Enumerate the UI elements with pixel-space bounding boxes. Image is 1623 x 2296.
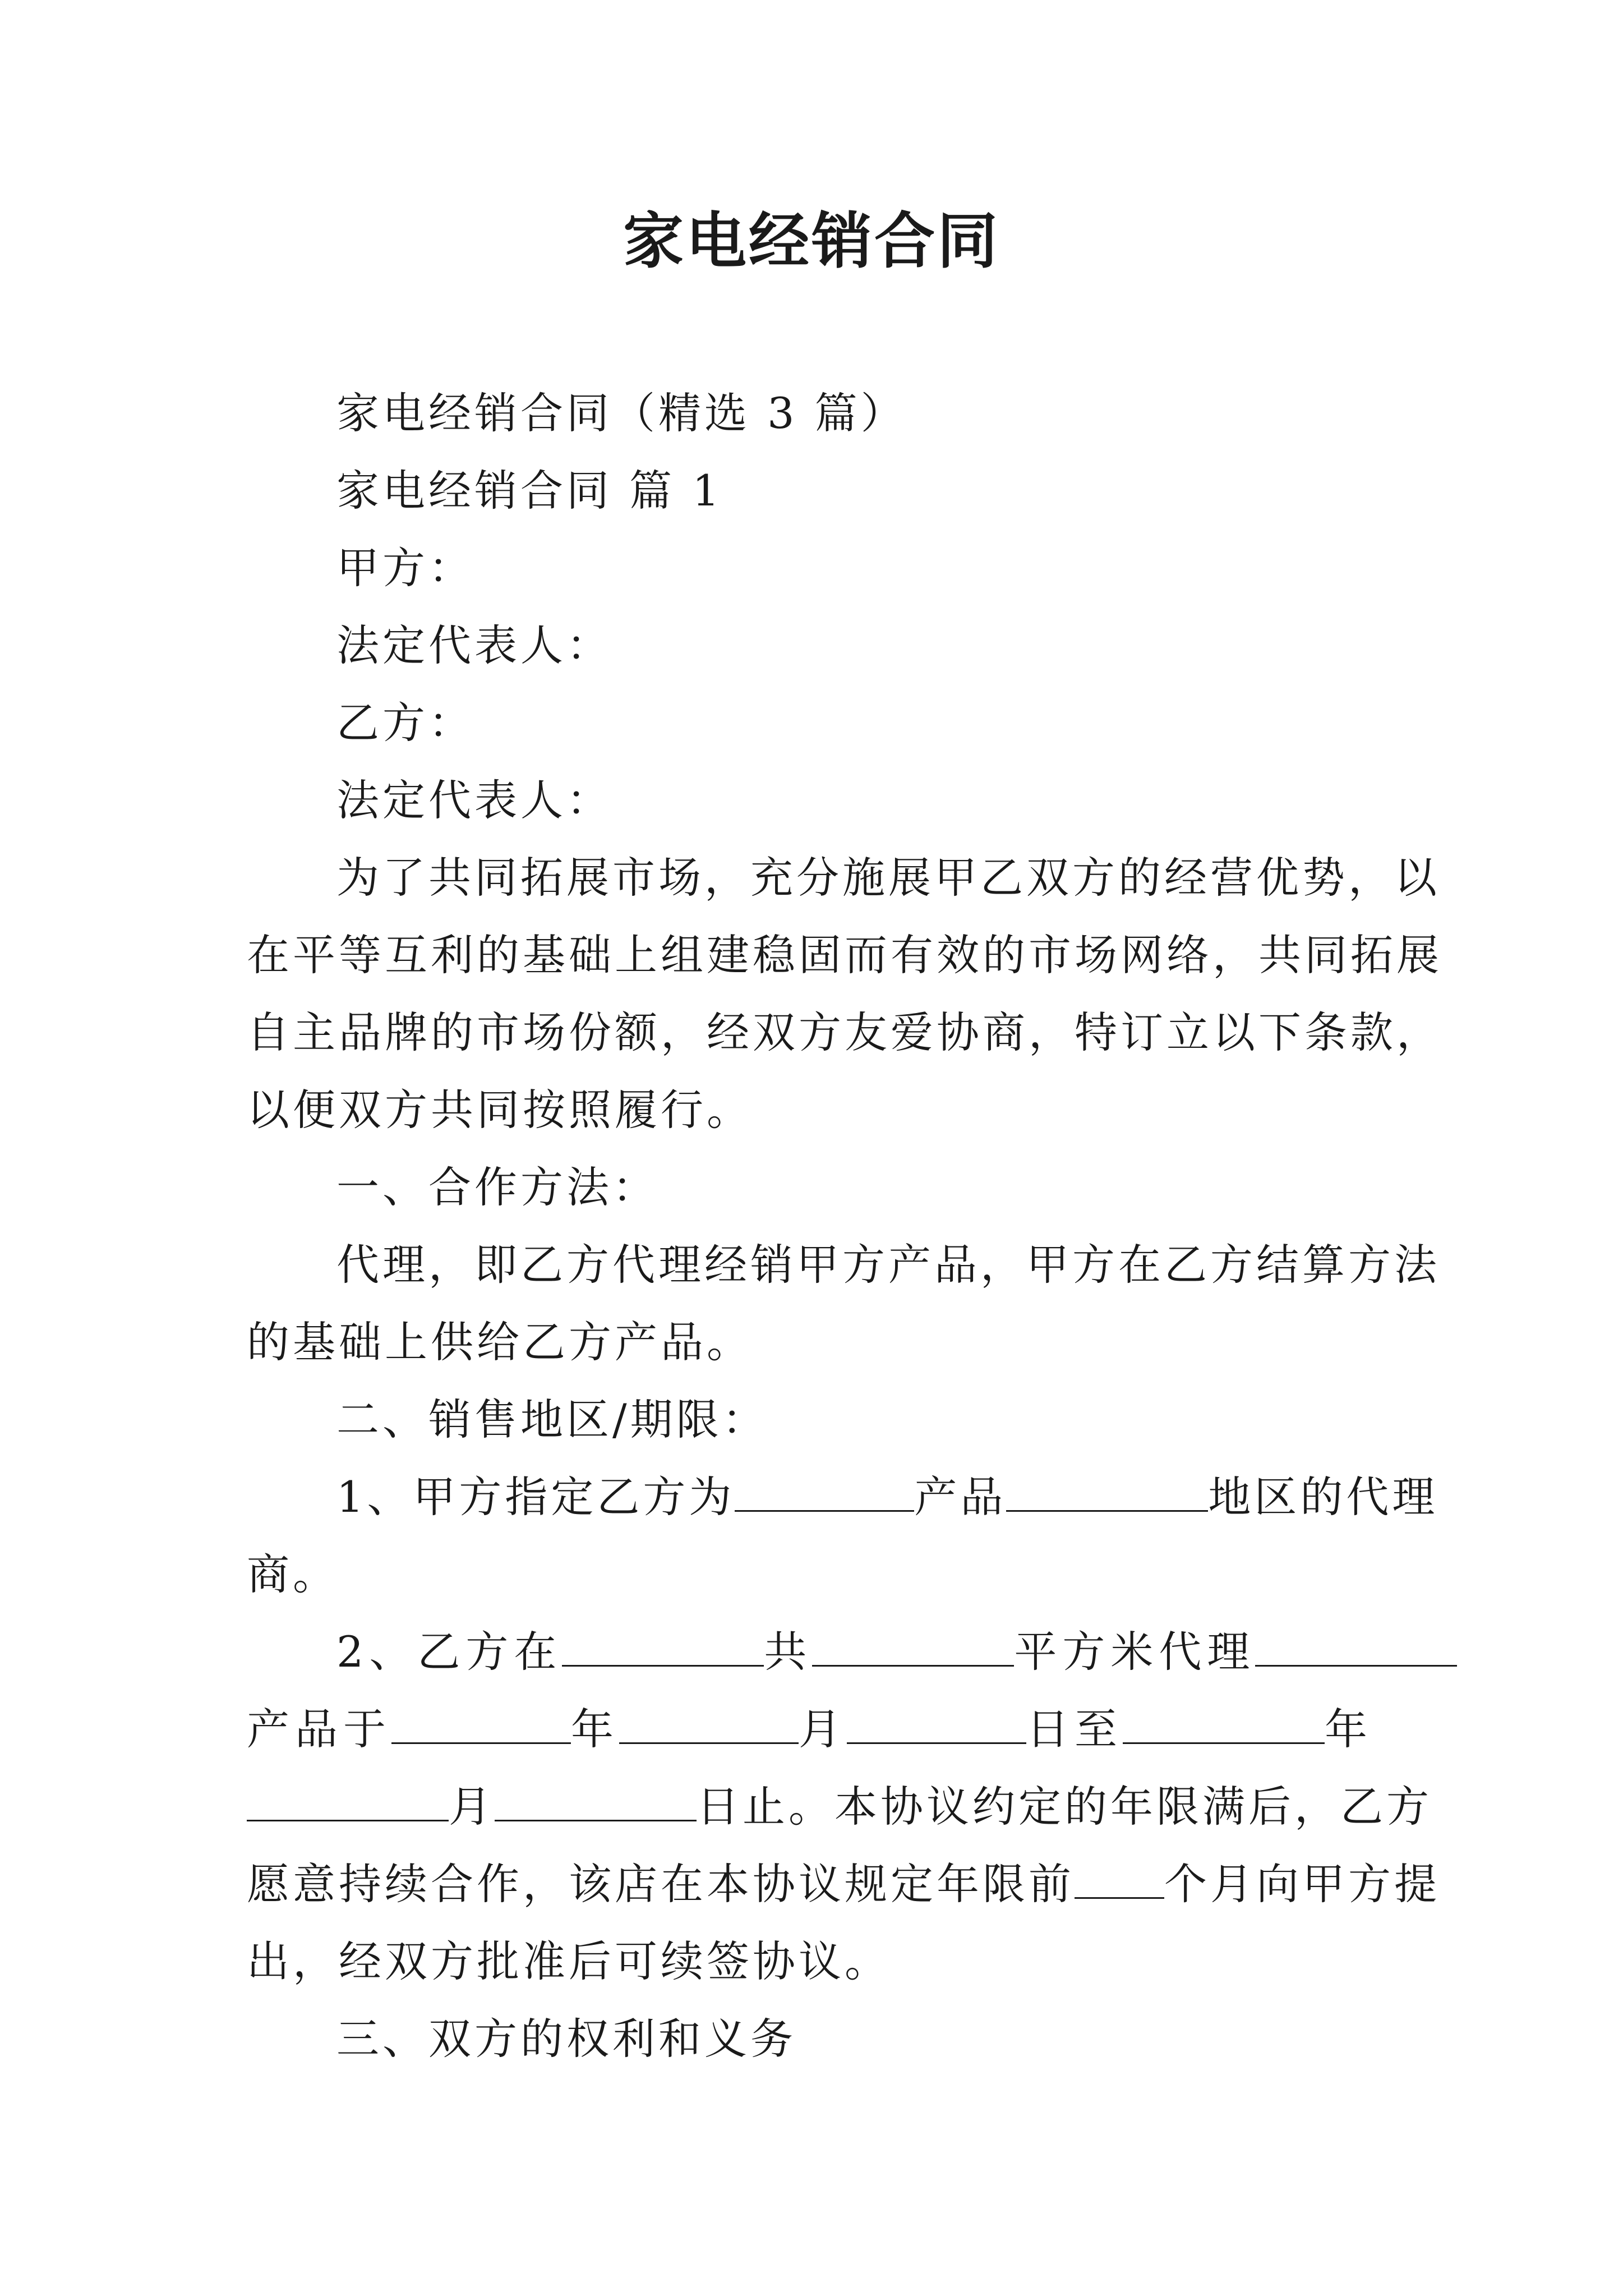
line-text: 代理，即乙方代理经销甲方产品，甲方在乙方结算方法 <box>336 1240 1440 1290</box>
line-text: 个月向甲方提 <box>1164 1859 1440 1909</box>
line-text: 甲方： <box>336 543 474 593</box>
line-text: 三、双方的权利和义务 <box>336 2014 796 2064</box>
fill-in-blank <box>1006 1475 1208 1512</box>
document-line <box>247 452 1391 530</box>
line-text: 家电经销合同 篇 1 <box>336 466 723 516</box>
line-text: 共 <box>764 1627 813 1677</box>
line-text: 平方米代理 <box>1014 1627 1256 1677</box>
line-text: 二、销售地区/期限： <box>336 1395 768 1444</box>
document-line <box>247 1381 1391 1458</box>
line-text: 月 <box>799 1704 847 1754</box>
fill-in-blank <box>1075 1862 1164 1899</box>
line-text: 年 <box>1325 1704 1373 1754</box>
line-text: 法定代表人： <box>336 775 612 825</box>
fill-in-blank <box>247 1785 449 1821</box>
document-line <box>247 1846 1440 1923</box>
document-line <box>247 917 1442 994</box>
line-text: 日至 <box>1026 1704 1123 1754</box>
fill-in-blank <box>847 1708 1026 1744</box>
line-text: 在平等互利的基础上组建稳固而有效的市场网络，共同拓展 <box>247 930 1442 980</box>
fill-in-blank <box>1255 1630 1457 1667</box>
document-title: 家电经销合同 <box>623 206 1000 277</box>
line-text: 月 <box>449 1782 495 1832</box>
document-line <box>247 607 1391 684</box>
document-body <box>247 375 1442 2078</box>
document-line <box>247 1613 1391 1691</box>
document-line <box>247 994 1442 1071</box>
document-line <box>247 1536 1391 1613</box>
line-text: 法定代表人： <box>336 620 612 670</box>
document-line <box>247 1226 1440 1304</box>
document-line <box>247 762 1391 839</box>
document-line <box>247 684 1391 762</box>
line-text: 日止。本协议约定的年限满后，乙方 <box>697 1782 1432 1832</box>
line-text: 产品 <box>914 1472 1007 1522</box>
line-text: 以便双方共同按照履行。 <box>247 1085 753 1135</box>
line-text: 商。 <box>247 1549 339 1599</box>
fill-in-blank <box>735 1475 914 1512</box>
line-text: 年 <box>571 1704 619 1754</box>
line-text: 产品于 <box>247 1704 391 1754</box>
line-text: 出，经双方批准后可续签协议。 <box>247 1936 891 1986</box>
document-line <box>247 1149 1391 1226</box>
line-text: 地区的代理 <box>1208 1472 1438 1522</box>
line-text: 乙方： <box>336 698 474 748</box>
line-text: 自主品牌的市场份额，经双方友爱协商，特订立以下条款， <box>247 1007 1442 1057</box>
document-line <box>247 1071 1391 1149</box>
line-text: 为了共同拓展市场，充分施展甲乙双方的经营优势，以 <box>336 853 1440 903</box>
fill-in-blank <box>562 1630 764 1667</box>
document-line <box>247 839 1440 917</box>
fill-in-blank <box>495 1785 697 1821</box>
line-text: 1、甲方指定乙方为 <box>336 1472 735 1522</box>
document-line <box>247 375 1391 452</box>
fill-in-blank <box>391 1708 571 1744</box>
document-line <box>247 2000 1391 2078</box>
document-line <box>247 1768 1432 1846</box>
line-text: 一、合作方法： <box>336 1162 658 1212</box>
line-text: 愿意持续合作，该店在本协议规定年限前 <box>247 1859 1075 1909</box>
document-line <box>247 1923 1391 2000</box>
fill-in-blank <box>812 1630 1014 1667</box>
fill-in-blank <box>1123 1708 1325 1744</box>
line-text: 2、乙方在 <box>336 1627 562 1677</box>
document-line <box>247 1691 1391 1768</box>
document-line <box>247 530 1391 607</box>
document-line <box>247 1304 1391 1381</box>
document-line <box>247 1458 1438 1536</box>
line-text: 的基础上供给乙方产品。 <box>247 1317 753 1367</box>
fill-in-blank <box>619 1708 799 1744</box>
line-text: 家电经销合同（精选 3 篇） <box>336 388 907 438</box>
